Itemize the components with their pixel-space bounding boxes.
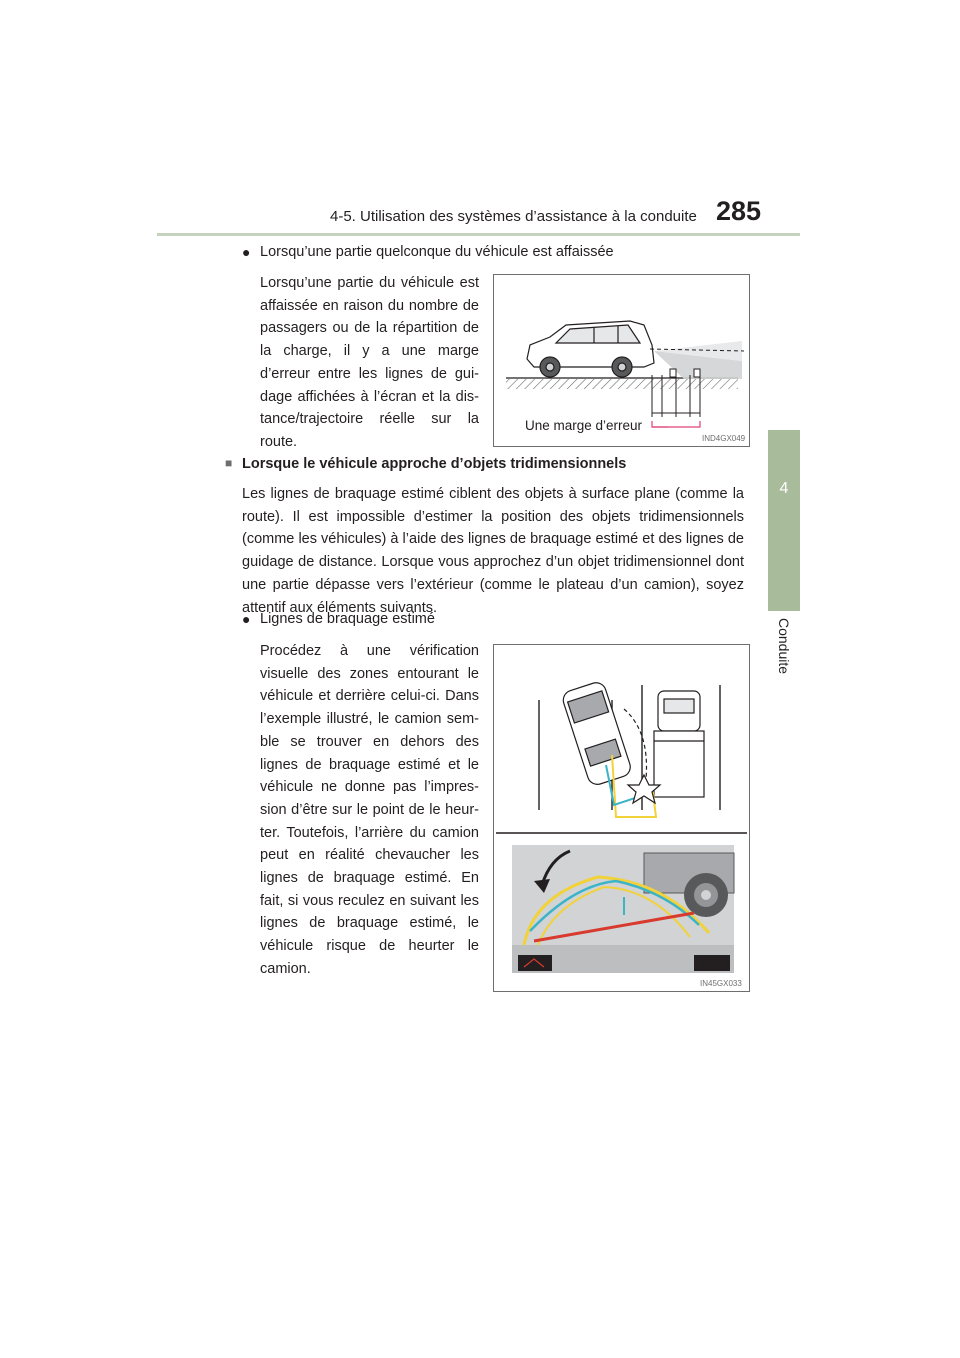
sagging-paragraph: Lorsqu’une partie du véhicule est affaissée en raison du nombre de passagers ou de la répartition de la charge, il y a une marge d’erreur entre les lignes de gui- dage affichées à l’écran et la dis- tance/trajectoire réelle sur la route. <box>260 275 479 450</box>
ground-hatch <box>506 379 738 389</box>
section-heading: Lorsque le véhicule approche d’objets tridimensionnels <box>242 456 627 472</box>
figure-code: IND4GX049 <box>702 434 746 443</box>
parking-illustration <box>494 645 749 991</box>
chapter-number: 4 <box>779 480 789 497</box>
steering-lines-paragraph: Procédez à une vérification visuelle des zones entourant le véhicule et derrière celui-ci. Dans l’exemple illustré, le camion sem- ble se trouver en dehors des lignes de braquage estimé et le véhicule ne donne pas l’impres- sion d’être sur le point de le heur- ter. Toutefois, l’arrière du camion peut en réalité chevaucher les lignes de braquage estimé. En fait, si vous reculez en suivant les lignes de braquage estimé, le véhicule risque de heurter le camion. <box>260 643 479 977</box>
car-icon <box>561 680 633 787</box>
chapter-tab <box>768 430 800 611</box>
bullet-title: Lignes de braquage estimé <box>260 611 435 627</box>
chapter-label-container <box>772 618 796 688</box>
guide-icon <box>518 955 552 971</box>
bullet-icon: ● <box>242 611 251 627</box>
sagging-figure <box>493 274 750 447</box>
suv-icon <box>527 321 654 377</box>
square-marker-icon: ■ <box>225 456 233 470</box>
three-d-paragraph: Les lignes de braquage estimé ciblent des objets à surface plane (comme la route). Il est impossible d’estimer la position des objets tridimensionnels (comme les véhicules) à l’aide des lignes de braquage estimé et des lignes de guidage de distance. Lorsque vous approchez d’un objet tridimensionnel dont une partie dépasse vers l’extérieur (comme le plateau d’un camion), soyez attentif aux éléments suivants. <box>242 486 744 616</box>
header-divider <box>157 233 800 236</box>
steering-figure <box>493 644 750 992</box>
bullet-title: Lorsqu’une partie quelconque du véhicule est affaissée <box>260 244 614 260</box>
truck-icon <box>654 691 704 797</box>
mode-icon <box>694 955 730 971</box>
section-title: 4-5. Utilisation des systèmes d’assistance à la conduite <box>330 208 697 225</box>
figure-code: IN45GX033 <box>700 979 742 988</box>
page-number: 285 <box>716 196 762 226</box>
chapter-label: Conduite <box>776 618 792 675</box>
bullet-icon: ● <box>242 244 251 260</box>
error-margin-label: Une marge d’erreur <box>525 418 643 433</box>
